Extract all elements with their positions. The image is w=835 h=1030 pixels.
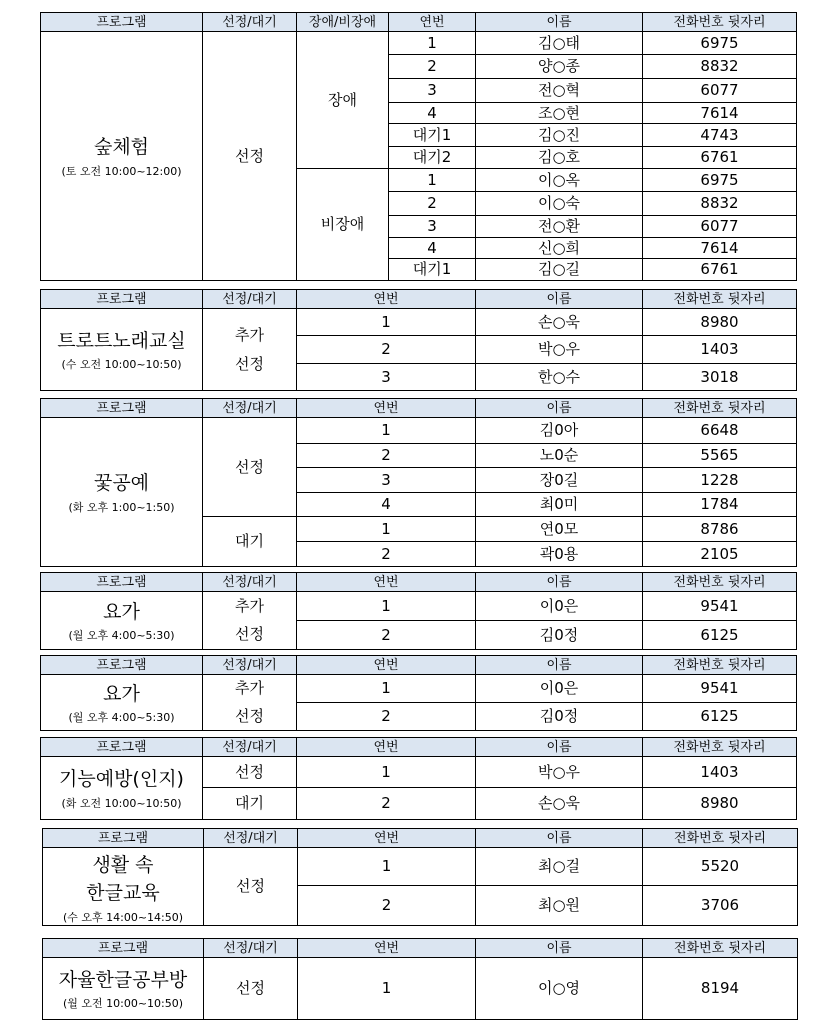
row-name: 한○수 (476, 364, 643, 391)
status-cell: 선정 (203, 418, 297, 517)
header-selection: 선정/대기 (203, 656, 297, 675)
row-name: 박○우 (476, 336, 643, 364)
row-name: 김○호 (476, 147, 643, 169)
row-phone: 9541 (643, 592, 797, 621)
table-row (43, 958, 798, 1020)
table-self-study-korean (42, 938, 798, 1020)
table-row (41, 757, 797, 788)
program-name: 자율한글공부방 (58, 968, 188, 991)
program-schedule: (월 오전 10:00~10:50) (62, 997, 184, 1011)
status-line-added: 추가 (235, 326, 264, 344)
row-number: 2 (297, 621, 476, 650)
header-name: 이름 (476, 738, 643, 757)
row-name: 노0순 (476, 444, 643, 468)
header-program: 프로그램 (43, 939, 204, 958)
row-number: 2 (297, 444, 476, 468)
header-phone: 전화번호 뒷자리 (643, 738, 797, 757)
program-schedule: (수 오전 10:00~10:50) (61, 358, 182, 372)
header-name: 이름 (476, 573, 643, 592)
program-schedule: (화 오전 10:00~10:50) (61, 796, 182, 810)
header-phone: 전화번호 뒷자리 (643, 399, 797, 418)
row-number: 1 (297, 309, 476, 336)
status-cell: 선정 (204, 848, 298, 926)
status-line-selected: 선정 (235, 354, 264, 373)
header-number: 연번 (298, 829, 476, 848)
program-cell (41, 757, 203, 820)
row-name: 박○우 (476, 757, 643, 788)
header-number: 연번 (297, 290, 476, 309)
row-number: 대기1 (389, 259, 476, 281)
row-phone: 1403 (643, 336, 797, 364)
header-phone: 전화번호 뒷자리 (643, 573, 797, 592)
status-cell: 선정 (203, 621, 297, 650)
row-phone: 8194 (643, 958, 798, 1020)
row-number: 4 (297, 493, 476, 517)
header-row (41, 738, 797, 757)
row-phone: 4743 (643, 124, 797, 147)
row-phone: 6077 (643, 79, 797, 103)
table-row (43, 848, 798, 886)
row-number: 2 (297, 703, 476, 731)
status-cell: 선정 (203, 703, 297, 731)
program-name: 요가 (103, 682, 140, 705)
group-label: 비장애 (297, 169, 389, 281)
program-name: 트로트노래교실 (57, 329, 186, 352)
program-name: 꿏공예 (93, 472, 150, 495)
program-schedule: (월 오후 4:00~5:30) (68, 711, 175, 725)
row-name: 전○혁 (476, 79, 643, 103)
header-row (43, 829, 798, 848)
header-name: 이름 (476, 290, 643, 309)
row-number: 1 (389, 32, 476, 55)
row-phone: 3706 (643, 886, 798, 926)
row-phone: 5520 (643, 848, 798, 886)
row-phone: 1784 (643, 493, 797, 517)
row-phone: 9541 (643, 675, 797, 703)
row-name: 최0미 (476, 493, 643, 517)
program-schedule: (화 오후 1:00~1:50) (68, 500, 175, 514)
header-selection: 선정/대기 (203, 13, 297, 32)
header-selection: 선정/대기 (204, 829, 298, 848)
header-selection: 선정/대기 (203, 738, 297, 757)
header-name: 이름 (476, 399, 643, 418)
table-yoga (40, 572, 797, 650)
row-name: 손○욱 (476, 788, 643, 820)
row-name: 김0정 (476, 621, 643, 650)
row-number: 대기1 (389, 124, 476, 147)
row-phone: 8980 (643, 788, 797, 820)
header-phone: 전화번호 뒷자리 (643, 656, 797, 675)
row-number: 1 (389, 169, 476, 192)
header-program: 프로그램 (41, 573, 203, 592)
row-phone: 6975 (643, 169, 797, 192)
row-number: 3 (389, 79, 476, 103)
program-schedule: (월 오후 4:00~5:30) (68, 629, 175, 643)
header-number: 연번 (297, 573, 476, 592)
row-phone: 8832 (643, 192, 797, 216)
header-program: 프로그램 (41, 290, 203, 309)
header-row (41, 656, 797, 675)
row-phone: 1228 (643, 468, 797, 493)
row-number: 4 (389, 103, 476, 124)
row-number: 2 (298, 886, 476, 926)
row-name: 신○희 (476, 238, 643, 259)
row-name: 최○걸 (476, 848, 643, 886)
status-cell: 선정 (204, 958, 298, 1020)
header-program: 프로그램 (41, 738, 203, 757)
program-cell (43, 848, 204, 926)
header-name: 이름 (476, 13, 643, 32)
header-number: 연번 (298, 939, 476, 958)
row-number: 4 (389, 238, 476, 259)
row-name: 이○숙 (476, 192, 643, 216)
row-name: 곽0용 (476, 542, 643, 567)
program-cell (41, 418, 203, 567)
row-phone: 6125 (643, 703, 797, 731)
row-number: 1 (297, 757, 476, 788)
header-disability: 장애/비장애 (297, 13, 389, 32)
row-phone: 5565 (643, 444, 797, 468)
table-row (41, 675, 797, 703)
row-number: 2 (297, 336, 476, 364)
row-number: 1 (297, 517, 476, 542)
status-cell: 추가 (203, 592, 297, 621)
row-number: 3 (297, 364, 476, 391)
row-number: 1 (298, 848, 476, 886)
row-name: 김○길 (476, 259, 643, 281)
row-name: 김0아 (476, 418, 643, 444)
status-cell: 대기 (203, 788, 297, 820)
row-name: 김0정 (476, 703, 643, 731)
row-name: 연0모 (476, 517, 643, 542)
row-phone: 6761 (643, 147, 797, 169)
header-name: 이름 (476, 829, 643, 848)
row-name: 김○진 (476, 124, 643, 147)
header-row (41, 290, 797, 309)
status-cell: 대기 (203, 517, 297, 567)
row-phone: 2105 (643, 542, 797, 567)
header-name: 이름 (476, 656, 643, 675)
row-name: 이○옥 (476, 169, 643, 192)
table-forest-experience (40, 12, 797, 281)
header-phone: 전화번호 뒷자리 (643, 290, 797, 309)
row-phone: 7614 (643, 238, 797, 259)
row-phone: 7614 (643, 103, 797, 124)
table-craft (40, 398, 797, 567)
header-phone: 전화번호 뒷자리 (643, 939, 798, 958)
program-cell (41, 675, 203, 731)
row-phone: 6975 (643, 32, 797, 55)
status-cell: 추가 (203, 675, 297, 703)
row-number: 1 (297, 675, 476, 703)
program-cell (41, 592, 203, 650)
table-cognitive-prevention (40, 737, 797, 820)
program-schedule: (수 오후 14:00~14:50) (62, 910, 184, 924)
header-program: 프로그램 (41, 656, 203, 675)
row-number: 2 (389, 192, 476, 216)
table-row (41, 32, 797, 55)
row-phone: 8832 (643, 55, 797, 79)
header-number: 연번 (297, 399, 476, 418)
row-phone: 1403 (643, 757, 797, 788)
row-number: 3 (297, 468, 476, 493)
header-number: 연번 (297, 738, 476, 757)
header-program: 프로그램 (43, 829, 204, 848)
row-name: 이○영 (476, 958, 643, 1020)
program-cell (41, 32, 203, 281)
row-name: 장0길 (476, 468, 643, 493)
header-program: 프로그램 (41, 399, 203, 418)
row-name: 조○현 (476, 103, 643, 124)
header-phone: 전화번호 뒷자리 (643, 829, 798, 848)
header-row (41, 13, 797, 32)
header-number: 연번 (389, 13, 476, 32)
program-name-line1: 생활 속 (92, 853, 154, 876)
header-selection: 선정/대기 (204, 939, 298, 958)
program-name: 기능예방(인지) (59, 768, 184, 791)
header-selection: 선정/대기 (203, 399, 297, 418)
table-row (41, 309, 797, 336)
program-name: 요가 (103, 600, 140, 623)
program-name-line2: 한글교육 (86, 882, 160, 904)
header-row (41, 399, 797, 418)
header-row (41, 573, 797, 592)
row-phone: 8786 (643, 517, 797, 542)
row-number: 1 (297, 418, 476, 444)
table-yoga-2 (40, 655, 797, 731)
row-number: 2 (297, 788, 476, 820)
row-phone: 3018 (643, 364, 797, 391)
header-program: 프로그램 (41, 13, 203, 32)
row-phone: 6077 (643, 216, 797, 238)
row-number: 대기2 (389, 147, 476, 169)
program-schedule: (토 오전 10:00~12:00) (61, 164, 182, 178)
header-number: 연번 (297, 656, 476, 675)
row-name: 최○원 (476, 886, 643, 926)
program-cell (41, 309, 203, 391)
row-phone: 6648 (643, 418, 797, 444)
status-cell: 선정 (203, 32, 297, 281)
row-phone: 6761 (643, 259, 797, 281)
row-number: 2 (389, 55, 476, 79)
group-label: 장애 (297, 32, 389, 169)
header-name: 이름 (476, 939, 643, 958)
row-name: 이0은 (476, 592, 643, 621)
header-phone: 전화번호 뒷자리 (643, 13, 797, 32)
row-name: 김○태 (476, 32, 643, 55)
table-row (41, 418, 797, 444)
status-cell (203, 309, 297, 391)
header-selection: 선정/대기 (203, 290, 297, 309)
program-cell (43, 958, 204, 1020)
table-row (41, 592, 797, 621)
status-cell: 선정 (203, 757, 297, 788)
program-name: 숲체험 (93, 136, 150, 159)
table-korean-education (42, 828, 798, 926)
row-phone: 6125 (643, 621, 797, 650)
row-name: 양○종 (476, 55, 643, 79)
row-number: 1 (298, 958, 476, 1020)
row-number: 2 (297, 542, 476, 567)
header-selection: 선정/대기 (203, 573, 297, 592)
row-phone: 8980 (643, 309, 797, 336)
row-name: 이0은 (476, 675, 643, 703)
row-number: 1 (297, 592, 476, 621)
header-row (43, 939, 798, 958)
row-number: 3 (389, 216, 476, 238)
table-trot-singing (40, 289, 797, 391)
row-name: 전○환 (476, 216, 643, 238)
row-name: 손○욱 (476, 309, 643, 336)
